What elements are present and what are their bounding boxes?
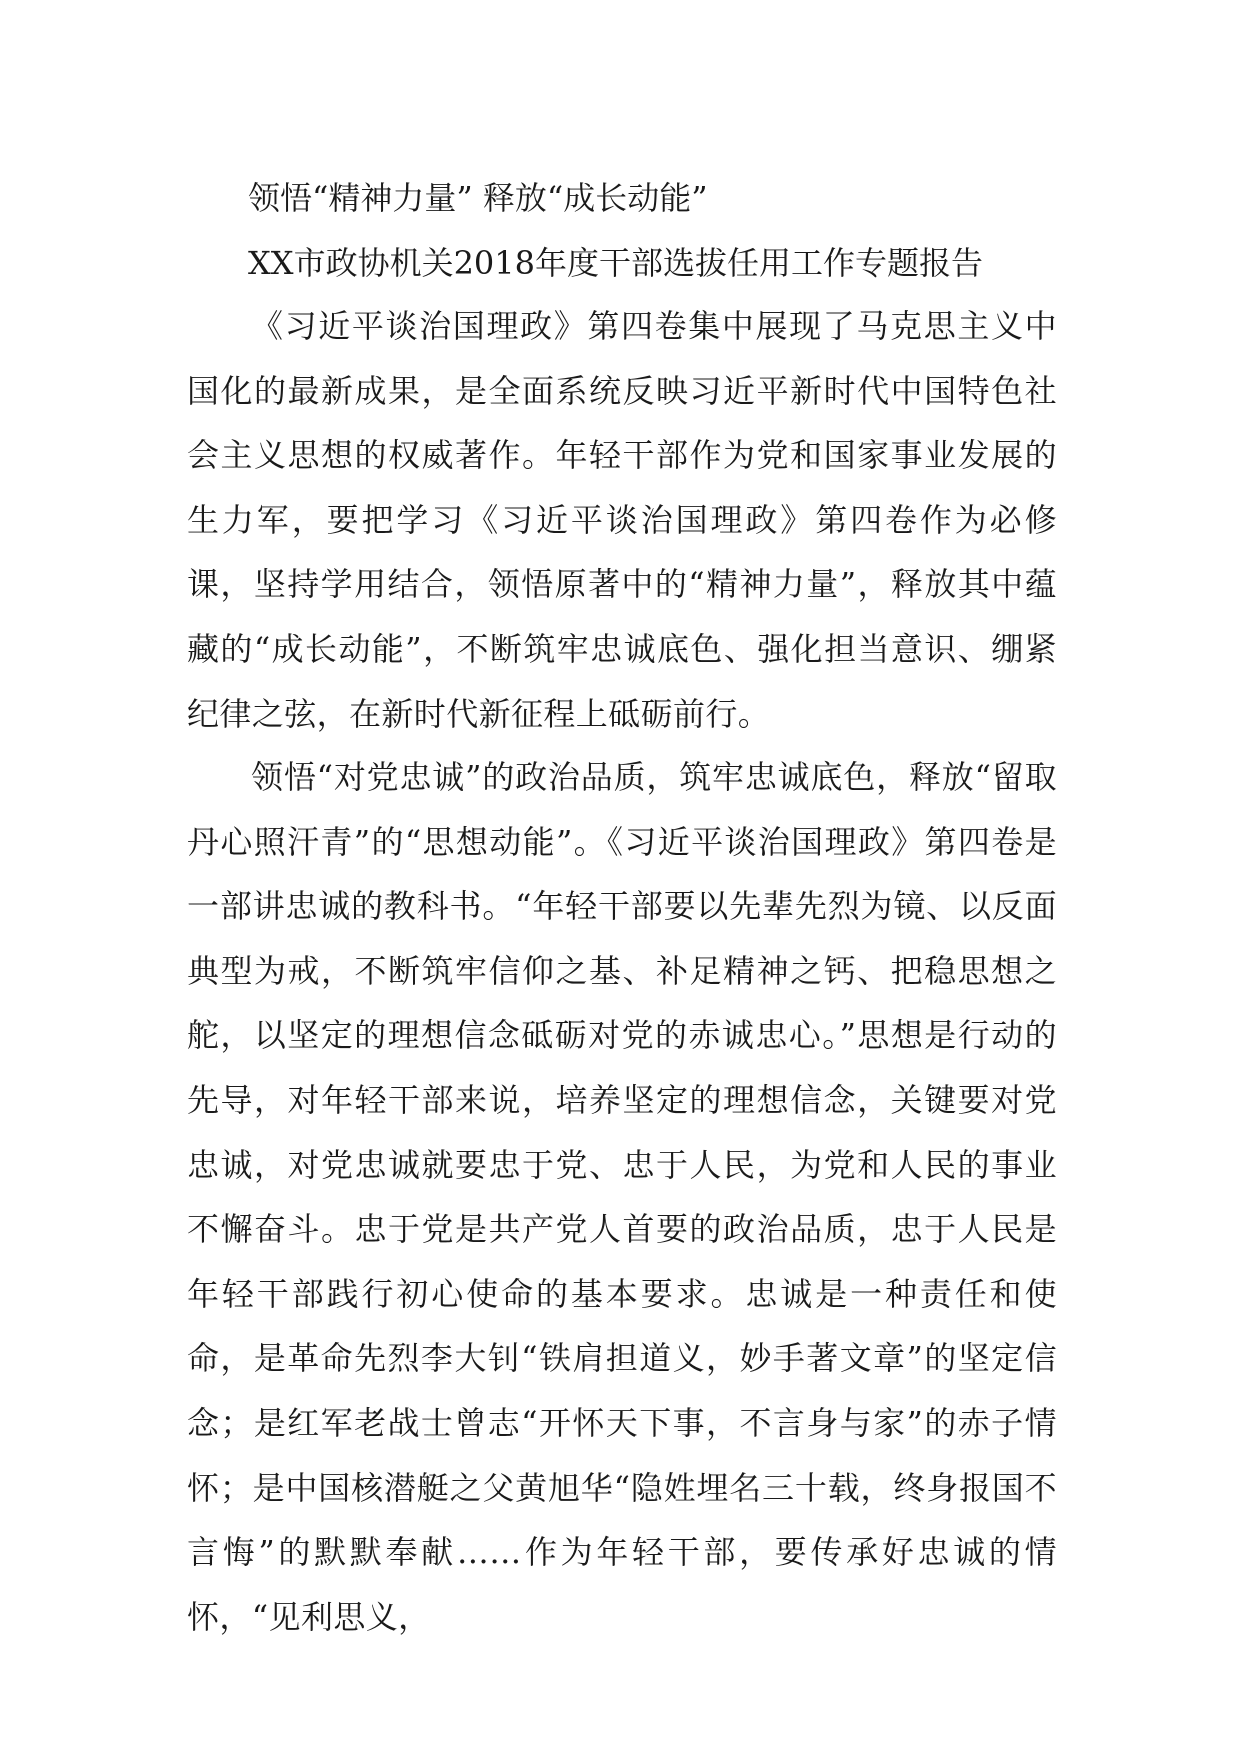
document-title: 领悟“精神力量” 释放“成长动能” [248,179,708,217]
document-subtitle: XX市政协机关2018年度干部选拔任用工作专题报告 [248,244,984,282]
body-paragraph-1: 《习近平谈治国理政》第四卷集中展现了马克思主义中国化的最新成果，是全面系统反映习近平新时代中国特色社会主义思想的权威著作。年轻干部作为党和国家事业发展的生力军，要把学习《习近平谈治国理政》第四卷作为必修课，坚持学用结合，领悟原著中的“精神力量”，释放其中蕴藏的“成长动能”，不断筑牢忠诚底色、强化担当意识、绷紧纪律之弦，在新时代新征程上砥砺前行。 [187,307,1057,733]
body-paragraph-2: 领悟“对党忠诚”的政治品质，筑牢忠诚底色，释放“留取丹心照汗青”的“思想动能”。《习近平谈治国理政》第四卷是一部讲忠诚的教科书。“年轻干部要以先辈先烈为镜、以反面典型为戒，不断筑牢信仰之基、补足精神之钙、把稳思想之舵，以坚定的理想信念砥砺对党的赤诚忠心。”思想是行动的先导，对年轻干部来说，培养坚定的理想信念，关键要对党忠诚，对党忠诚就要忠于党、忠于人民，为党和人民的事业不懈奋斗。忠于党是共产党人首要的政治品质，忠于人民是年轻干部践行初心使命的基本要求。忠诚是一种责任和使命，是革命先烈李大钊“铁肩担道义，妙手著文章”的坚定信念；是红军老战士曾志“开怀天下事，不言身与家”的赤子情怀；是中国核潜艇之父黄旭华“隐姓埋名三十载，终身报国不言悔”的默默奉献……作为年轻干部，要传承好忠诚的情怀，“见利思义， [187,758,1057,1636]
